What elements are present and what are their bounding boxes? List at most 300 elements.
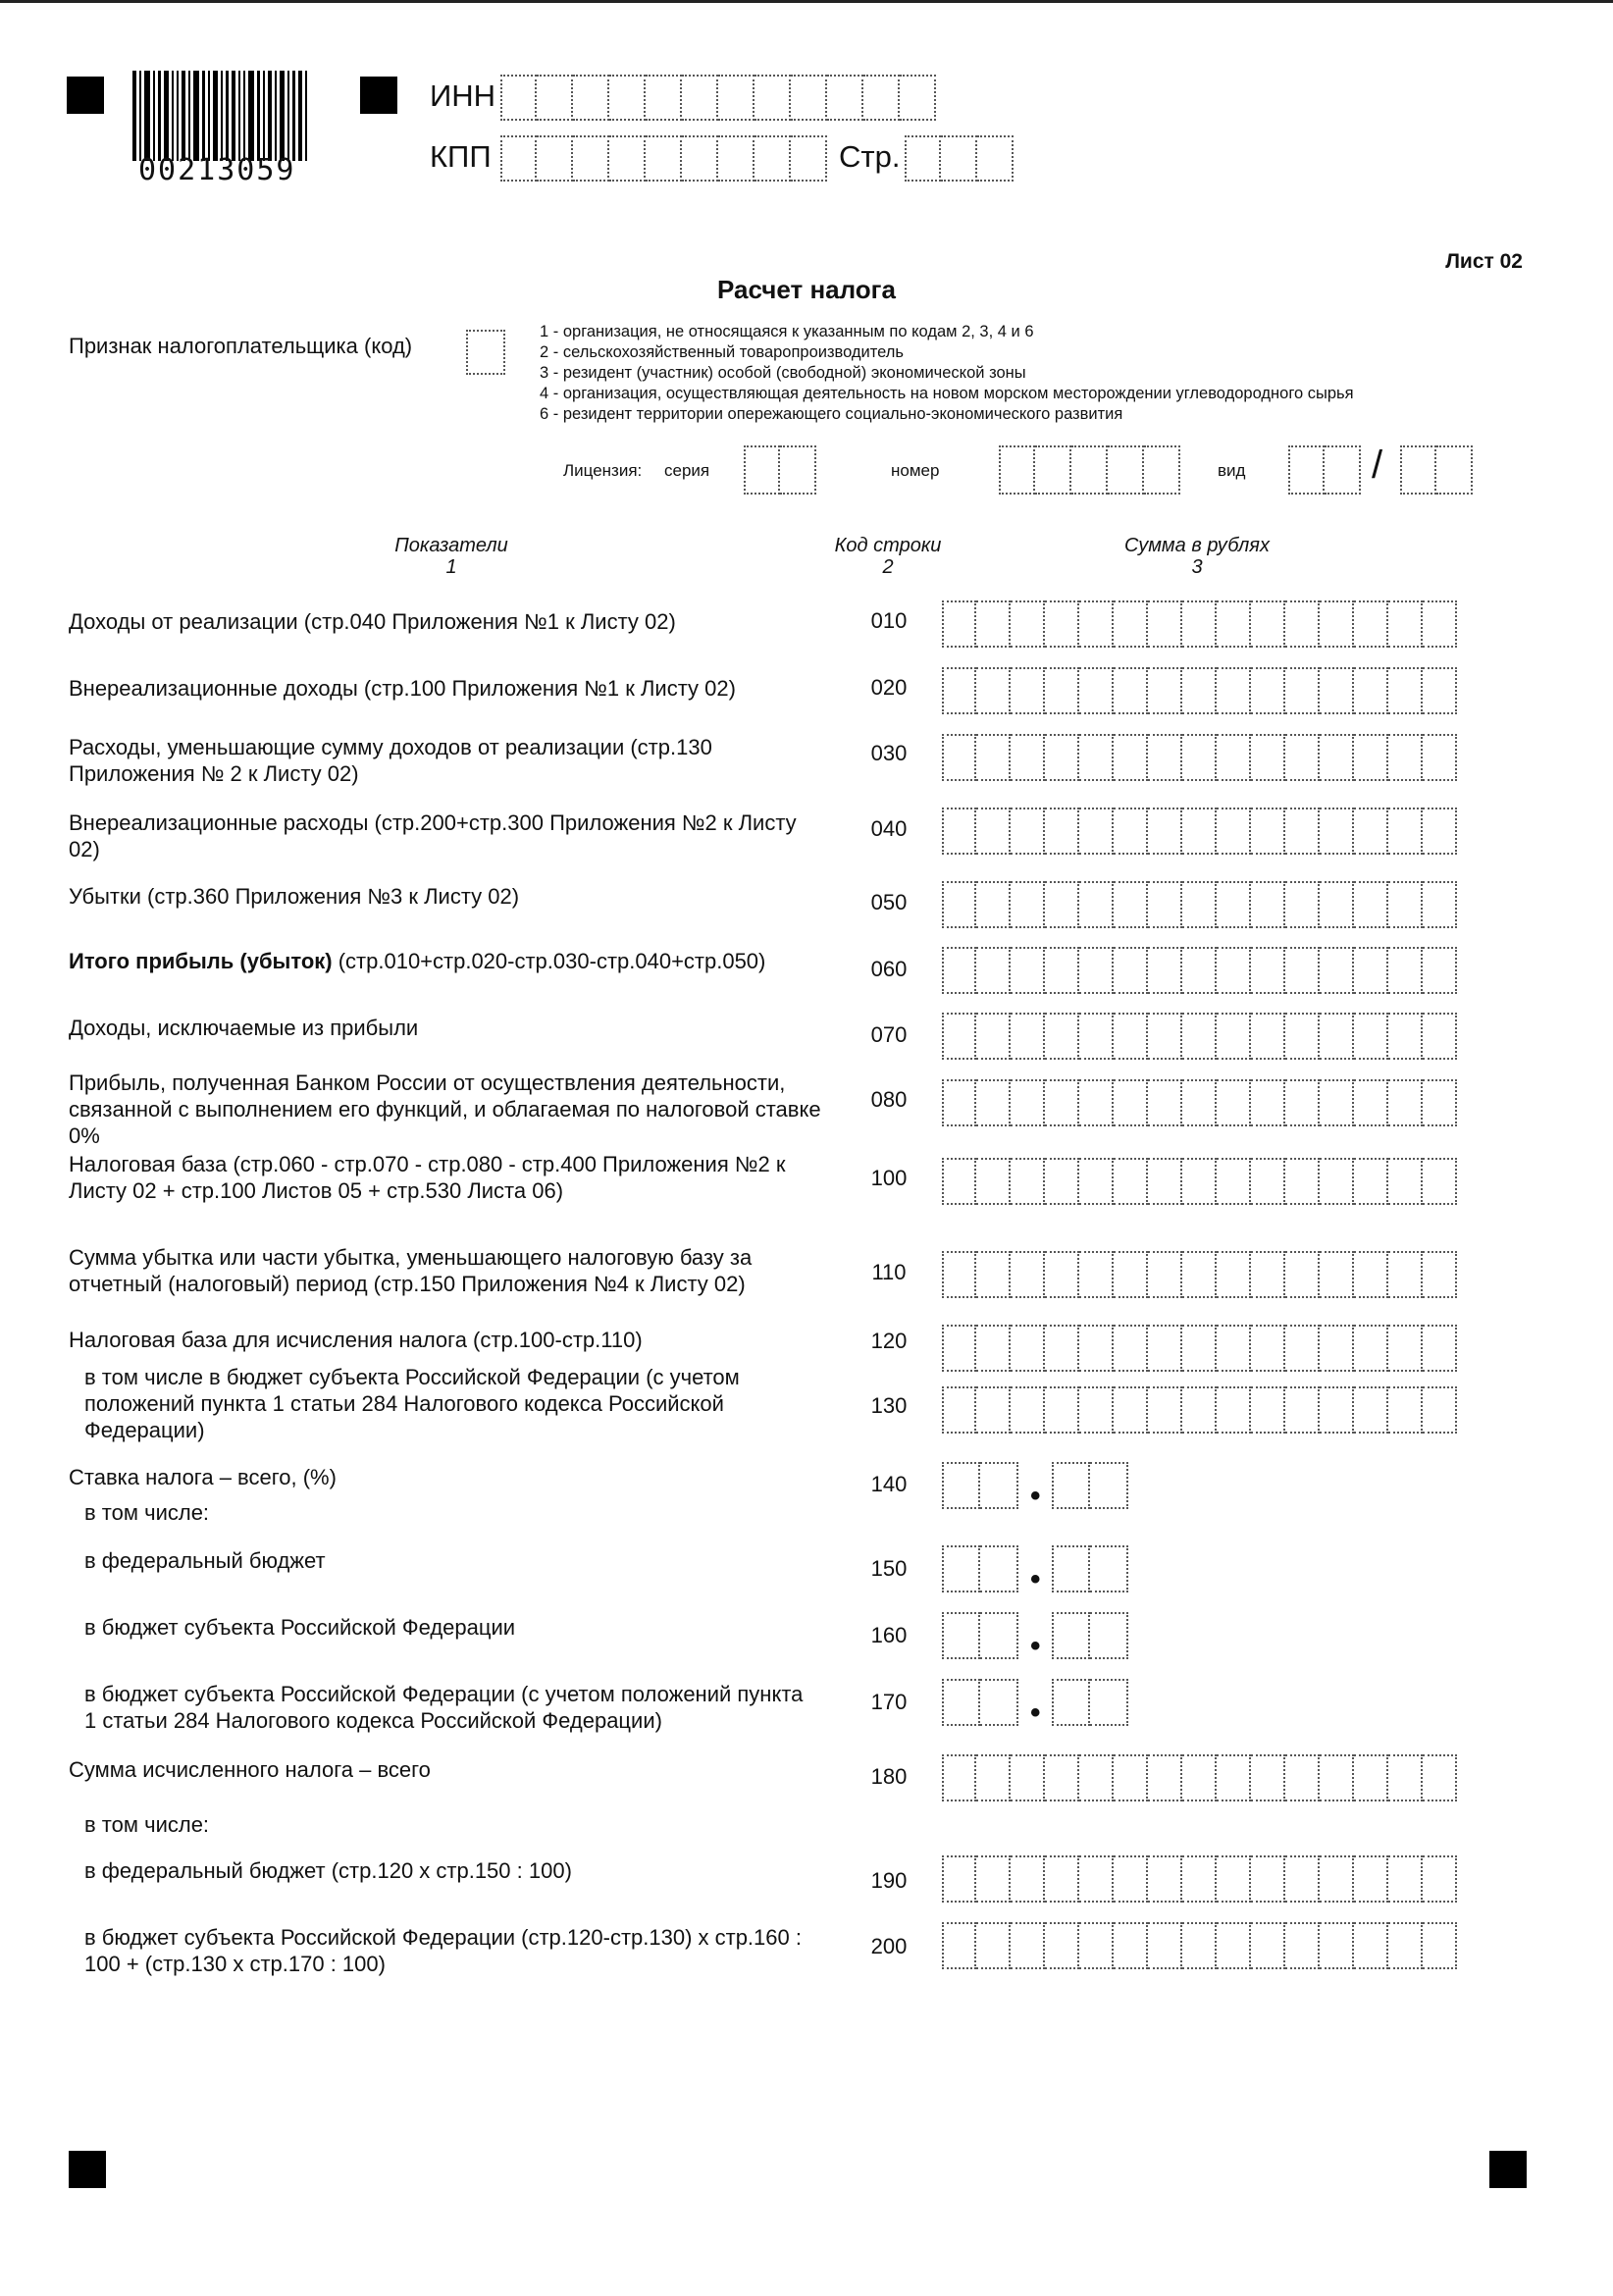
input-cell[interactable]: [980, 1612, 1018, 1659]
input-cell[interactable]: [1320, 1079, 1354, 1126]
input-cell[interactable]: [1423, 1158, 1457, 1205]
input-cell[interactable]: [1011, 1013, 1045, 1060]
input-cell[interactable]: [1217, 1855, 1251, 1903]
input-cell[interactable]: [1114, 808, 1148, 855]
input-cell[interactable]: [1045, 1325, 1079, 1372]
input-cell[interactable]: [1182, 1754, 1217, 1801]
input-cell[interactable]: [1354, 1013, 1388, 1060]
input-cell[interactable]: [1114, 1158, 1148, 1205]
input-cell[interactable]: [1045, 667, 1079, 714]
input-cell[interactable]: [1320, 947, 1354, 994]
input-cell[interactable]: [1148, 667, 1182, 714]
input-cell[interactable]: [942, 1612, 980, 1659]
input-cell[interactable]: [1114, 734, 1148, 781]
input-cell[interactable]: [1354, 1754, 1388, 1801]
sum-field-080[interactable]: [942, 1079, 1457, 1126]
barcode-number: 00213059: [138, 153, 296, 187]
input-cell[interactable]: [1217, 1325, 1251, 1372]
input-cell[interactable]: [1079, 1079, 1114, 1126]
input-cell[interactable]: [976, 1013, 1011, 1060]
input-cell[interactable]: [1114, 600, 1148, 648]
barcode-bar: [158, 71, 161, 161]
input-cell[interactable]: [1011, 947, 1045, 994]
license-type-field-2[interactable]: [1400, 445, 1473, 495]
input-cell[interactable]: [1388, 1325, 1423, 1372]
input-cell[interactable]: [1285, 1754, 1320, 1801]
inn-field[interactable]: [500, 75, 936, 121]
input-cell[interactable]: [1182, 1158, 1217, 1205]
input-cell[interactable]: [976, 808, 1011, 855]
sum-field-130[interactable]: [942, 1386, 1457, 1434]
input-cell[interactable]: [1251, 667, 1285, 714]
input-cell[interactable]: [1114, 1251, 1148, 1298]
input-cell[interactable]: [1045, 1079, 1079, 1126]
input-cell[interactable]: [1079, 1251, 1114, 1298]
input-cell[interactable]: [1052, 1612, 1090, 1659]
input-cell[interactable]: [1114, 1855, 1148, 1903]
input-cell[interactable]: [976, 1251, 1011, 1298]
input-cell[interactable]: [1217, 1013, 1251, 1060]
kpp-field[interactable]: [500, 135, 827, 182]
input-cell[interactable]: [1045, 1754, 1079, 1801]
input-cell[interactable]: [1045, 600, 1079, 648]
barcode-bar: [153, 71, 155, 161]
input-cell[interactable]: [980, 1545, 1018, 1592]
input-cell[interactable]: [1388, 1754, 1423, 1801]
input-cell[interactable]: [942, 1754, 976, 1801]
input-cell[interactable]: [980, 1462, 1018, 1509]
input-cell[interactable]: [942, 947, 976, 994]
input-cell[interactable]: [1388, 1386, 1423, 1434]
input-cell[interactable]: [1217, 1754, 1251, 1801]
input-cell[interactable]: [1090, 1612, 1128, 1659]
input-cell[interactable]: [1182, 808, 1217, 855]
row-code: 030: [870, 741, 908, 765]
input-cell[interactable]: [1423, 1251, 1457, 1298]
sum-field-200[interactable]: [942, 1922, 1457, 1969]
input-cell[interactable]: [1320, 667, 1354, 714]
input-cell[interactable]: [976, 734, 1011, 781]
input-cell[interactable]: [1182, 881, 1217, 928]
input-cell[interactable]: [1354, 1158, 1388, 1205]
row-label: в бюджет субъекта Российской Федерации (с учетом положений пункта 1 статьи 284 Налогового кодекса Российской Федерации): [84, 1682, 804, 1733]
row-label: в том числе:: [84, 1812, 210, 1837]
input-cell[interactable]: [1045, 1922, 1079, 1969]
input-cell[interactable]: [1354, 600, 1388, 648]
column-header-sum-number: 3: [1191, 556, 1203, 578]
input-cell[interactable]: [1423, 1325, 1457, 1372]
input-cell[interactable]: [1354, 667, 1388, 714]
input-cell[interactable]: [1423, 600, 1457, 648]
input-cell[interactable]: [1182, 1386, 1217, 1434]
input-cell[interactable]: [1354, 1855, 1388, 1903]
input-cell[interactable]: [1182, 734, 1217, 781]
input-cell[interactable]: [1388, 1922, 1423, 1969]
input-cell[interactable]: [1148, 1158, 1182, 1205]
license-series-label: серия: [664, 461, 710, 480]
input-cell[interactable]: [1182, 1251, 1217, 1298]
input-cell[interactable]: [1320, 1013, 1354, 1060]
input-cell[interactable]: [1182, 667, 1217, 714]
input-cell[interactable]: [1354, 734, 1388, 781]
input-cell[interactable]: [1079, 947, 1114, 994]
input-cell[interactable]: [942, 1013, 976, 1060]
input-cell[interactable]: [1354, 1251, 1388, 1298]
input-cell[interactable]: [1423, 1386, 1457, 1434]
input-cell[interactable]: [1285, 667, 1320, 714]
column-header-indicators-label: Показатели: [394, 535, 508, 556]
input-cell[interactable]: [942, 1386, 976, 1434]
input-cell[interactable]: [1114, 667, 1148, 714]
sum-field-110[interactable]: [942, 1251, 1457, 1298]
input-cell[interactable]: [1423, 1922, 1457, 1969]
input-cell[interactable]: [1011, 1079, 1045, 1126]
input-cell[interactable]: [1011, 1922, 1045, 1969]
input-cell[interactable]: [1182, 947, 1217, 994]
input-cell[interactable]: [1320, 1754, 1354, 1801]
input-cell[interactable]: [976, 667, 1011, 714]
input-cell[interactable]: [1045, 1855, 1079, 1903]
input-cell[interactable]: [1079, 734, 1114, 781]
input-cell[interactable]: [1354, 1325, 1388, 1372]
row-code: 180: [870, 1764, 908, 1789]
input-cell[interactable]: [1251, 734, 1285, 781]
input-cell[interactable]: [1090, 1462, 1128, 1509]
input-cell[interactable]: [1423, 947, 1457, 994]
input-cell[interactable]: [1320, 1325, 1354, 1372]
input-cell[interactable]: [1388, 600, 1423, 648]
input-cell[interactable]: [1217, 881, 1251, 928]
input-cell[interactable]: [942, 1462, 980, 1509]
input-cell[interactable]: [1217, 1386, 1251, 1434]
input-cell[interactable]: [1114, 1013, 1148, 1060]
sum-field-010[interactable]: [942, 600, 1457, 648]
input-cell[interactable]: [942, 1922, 976, 1969]
input-cell[interactable]: [1182, 1079, 1217, 1126]
input-cell[interactable]: [976, 1386, 1011, 1434]
barcode: [132, 71, 334, 187]
input-cell[interactable]: [1285, 1013, 1320, 1060]
rate-integer-field-170[interactable]: [942, 1679, 1018, 1726]
input-cell[interactable]: [1320, 1855, 1354, 1903]
rate-integer-field-160[interactable]: [942, 1612, 1018, 1659]
page-number-field[interactable]: [905, 135, 1014, 182]
input-cell[interactable]: [1320, 881, 1354, 928]
input-cell[interactable]: [1148, 1251, 1182, 1298]
input-cell[interactable]: [1217, 600, 1251, 648]
input-cell[interactable]: [1011, 1325, 1045, 1372]
input-cell[interactable]: [1320, 1922, 1354, 1969]
input-cell[interactable]: [1388, 1013, 1423, 1060]
input-cell[interactable]: [942, 881, 976, 928]
input-cell[interactable]: [1354, 1386, 1388, 1434]
rate-integer-field-150[interactable]: [942, 1545, 1018, 1592]
barcode-bar: [193, 71, 199, 161]
input-cell[interactable]: [942, 1251, 976, 1298]
input-cell[interactable]: [1354, 808, 1388, 855]
input-cell[interactable]: [942, 1158, 976, 1205]
input-cell[interactable]: [1423, 881, 1457, 928]
input-cell[interactable]: [1079, 1922, 1114, 1969]
input-cell[interactable]: [1182, 1922, 1217, 1969]
input-cell[interactable]: [1251, 1325, 1285, 1372]
input-cell[interactable]: [942, 1679, 980, 1726]
input-cell[interactable]: [1354, 1079, 1388, 1126]
input-cell[interactable]: [1114, 881, 1148, 928]
input-cell[interactable]: [976, 1754, 1011, 1801]
row-code: 160: [870, 1623, 908, 1647]
barcode-bar: [226, 71, 229, 161]
input-cell[interactable]: [1251, 1013, 1285, 1060]
sum-field-030[interactable]: [942, 734, 1457, 781]
input-cell[interactable]: [1320, 1386, 1354, 1434]
barcode-bar: [292, 71, 295, 161]
barcode-bar: [232, 71, 235, 161]
license-type-field-1[interactable]: [1288, 445, 1361, 495]
license-series-field[interactable]: [744, 445, 816, 495]
input-cell[interactable]: [1251, 1922, 1285, 1969]
input-cell[interactable]: [1182, 1325, 1217, 1372]
input-cell[interactable]: [1114, 1325, 1148, 1372]
input-cell[interactable]: [1079, 600, 1114, 648]
input-cell[interactable]: [980, 1679, 1018, 1726]
input-cell[interactable]: [942, 1855, 976, 1903]
input-cell[interactable]: [1217, 947, 1251, 994]
input-cell[interactable]: [1079, 881, 1114, 928]
input-cell[interactable]: [1011, 734, 1045, 781]
input-cell[interactable]: [1388, 1158, 1423, 1205]
input-cell[interactable]: [1423, 1855, 1457, 1903]
input-cell[interactable]: [1388, 1079, 1423, 1126]
input-cell[interactable]: [1251, 881, 1285, 928]
input-cell[interactable]: [1011, 1855, 1045, 1903]
input-cell[interactable]: [1388, 1251, 1423, 1298]
input-cell[interactable]: [1217, 667, 1251, 714]
input-cell[interactable]: [942, 1325, 976, 1372]
sum-field-020[interactable]: [942, 667, 1457, 714]
barcode-bar: [298, 71, 302, 161]
input-cell[interactable]: [1045, 1013, 1079, 1060]
input-cell[interactable]: [1079, 808, 1114, 855]
input-cell[interactable]: [1285, 1251, 1320, 1298]
input-cell[interactable]: [1045, 881, 1079, 928]
input-cell[interactable]: [976, 1325, 1011, 1372]
input-cell[interactable]: [1045, 1158, 1079, 1205]
input-cell[interactable]: [1388, 1855, 1423, 1903]
input-cell[interactable]: [1285, 947, 1320, 994]
input-cell[interactable]: [1285, 881, 1320, 928]
input-cell[interactable]: [976, 600, 1011, 648]
input-cell[interactable]: [1217, 734, 1251, 781]
sum-field-060[interactable]: [942, 947, 1457, 994]
input-cell[interactable]: [1251, 600, 1285, 648]
input-cell[interactable]: [1285, 734, 1320, 781]
input-cell[interactable]: [1251, 1251, 1285, 1298]
input-cell[interactable]: [1011, 1251, 1045, 1298]
rate-fraction-field-170[interactable]: [1052, 1679, 1128, 1726]
input-cell[interactable]: [1114, 1754, 1148, 1801]
input-cell[interactable]: [1045, 808, 1079, 855]
sum-field-190[interactable]: [942, 1855, 1457, 1903]
input-cell[interactable]: [1217, 1079, 1251, 1126]
sum-field-180[interactable]: [942, 1754, 1457, 1801]
input-cell[interactable]: [1011, 1158, 1045, 1205]
rate-fraction-field-160[interactable]: [1052, 1612, 1128, 1659]
input-cell[interactable]: [1079, 1325, 1114, 1372]
input-cell[interactable]: [1423, 734, 1457, 781]
input-cell[interactable]: [1011, 1754, 1045, 1801]
input-cell[interactable]: [976, 1158, 1011, 1205]
input-cell[interactable]: [942, 1079, 976, 1126]
input-cell[interactable]: [1285, 1325, 1320, 1372]
row-label: Ставка налога – всего, (%): [69, 1465, 337, 1489]
input-cell[interactable]: [1251, 1855, 1285, 1903]
input-cell[interactable]: [1148, 1754, 1182, 1801]
input-cell[interactable]: [1320, 600, 1354, 648]
license-type-separator: /: [1372, 444, 1383, 487]
input-cell[interactable]: [1285, 1922, 1320, 1969]
taxpayer-code-field[interactable]: [466, 330, 505, 375]
input-cell[interactable]: [1148, 1922, 1182, 1969]
sum-field-070[interactable]: [942, 1013, 1457, 1060]
rate-integer-field-140[interactable]: [942, 1462, 1018, 1509]
input-cell[interactable]: [1114, 947, 1148, 994]
input-cell[interactable]: [1148, 734, 1182, 781]
input-cell[interactable]: [1285, 600, 1320, 648]
input-cell[interactable]: [1079, 1754, 1114, 1801]
input-cell[interactable]: [1251, 1754, 1285, 1801]
input-cell[interactable]: [1045, 1386, 1079, 1434]
row-code: 080: [870, 1087, 908, 1112]
barcode-bar: [275, 71, 277, 161]
input-cell[interactable]: [942, 667, 976, 714]
input-cell[interactable]: [1285, 1386, 1320, 1434]
input-cell[interactable]: [1148, 947, 1182, 994]
sum-field-040[interactable]: [942, 808, 1457, 855]
sum-field-050[interactable]: [942, 881, 1457, 928]
input-cell[interactable]: [1148, 1855, 1182, 1903]
input-cell[interactable]: [1251, 1386, 1285, 1434]
input-cell[interactable]: [1285, 1855, 1320, 1903]
input-cell[interactable]: [1251, 1079, 1285, 1126]
input-cell[interactable]: [1423, 667, 1457, 714]
rate-fraction-field-140[interactable]: [1052, 1462, 1128, 1509]
input-cell[interactable]: [1423, 1754, 1457, 1801]
input-cell[interactable]: [942, 1545, 980, 1592]
input-cell[interactable]: [1354, 1922, 1388, 1969]
input-cell[interactable]: [1011, 667, 1045, 714]
input-cell[interactable]: [1217, 808, 1251, 855]
input-cell[interactable]: [1090, 1679, 1128, 1726]
input-cell[interactable]: [1052, 1679, 1090, 1726]
input-cell[interactable]: [1320, 1158, 1354, 1205]
input-cell[interactable]: [942, 734, 976, 781]
input-cell[interactable]: [1251, 1158, 1285, 1205]
input-cell[interactable]: [1388, 667, 1423, 714]
input-cell[interactable]: [1217, 1922, 1251, 1969]
input-cell[interactable]: [1114, 1922, 1148, 1969]
input-cell[interactable]: [1182, 1855, 1217, 1903]
input-cell[interactable]: [1388, 734, 1423, 781]
input-cell[interactable]: [1079, 1386, 1114, 1434]
input-cell[interactable]: [1148, 1325, 1182, 1372]
license-number-field[interactable]: [999, 445, 1180, 495]
input-cell[interactable]: [1320, 734, 1354, 781]
input-cell[interactable]: [1388, 881, 1423, 928]
input-cell[interactable]: [1423, 1013, 1457, 1060]
input-cell[interactable]: [1148, 808, 1182, 855]
input-cell[interactable]: [942, 808, 976, 855]
input-cell[interactable]: [1148, 1386, 1182, 1434]
input-cell[interactable]: [1285, 1079, 1320, 1126]
input-cell[interactable]: [1148, 1013, 1182, 1060]
barcode-bars: [132, 71, 334, 161]
input-cell[interactable]: [1217, 1158, 1251, 1205]
input-cell[interactable]: [1285, 808, 1320, 855]
sum-field-100[interactable]: [942, 1158, 1457, 1205]
input-cell[interactable]: [1148, 881, 1182, 928]
input-cell[interactable]: [1217, 1251, 1251, 1298]
input-cell[interactable]: [1052, 1462, 1090, 1509]
input-cell[interactable]: [1114, 1079, 1148, 1126]
input-cell[interactable]: [1045, 734, 1079, 781]
input-cell[interactable]: [976, 947, 1011, 994]
input-cell[interactable]: [1182, 600, 1217, 648]
input-cell[interactable]: [1052, 1545, 1090, 1592]
input-cell[interactable]: [1011, 1386, 1045, 1434]
input-cell[interactable]: [1182, 1013, 1217, 1060]
input-cell[interactable]: [1388, 947, 1423, 994]
input-cell[interactable]: [976, 1922, 1011, 1969]
taxpayer-code-2: 2 - сельскохозяйственный товаропроизводитель: [540, 343, 905, 361]
input-cell[interactable]: [1354, 947, 1388, 994]
input-cell[interactable]: [1251, 808, 1285, 855]
input-cell[interactable]: [1251, 947, 1285, 994]
input-cell[interactable]: [1388, 808, 1423, 855]
input-cell[interactable]: [976, 1855, 1011, 1903]
input-cell[interactable]: [1090, 1545, 1128, 1592]
input-cell[interactable]: [1079, 1013, 1114, 1060]
input-cell[interactable]: [1079, 1158, 1114, 1205]
input-cell[interactable]: [976, 881, 1011, 928]
input-cell[interactable]: [1011, 600, 1045, 648]
barcode-bar: [280, 71, 285, 161]
input-cell[interactable]: [1045, 947, 1079, 994]
sum-field-120[interactable]: [942, 1325, 1457, 1372]
input-cell[interactable]: [1045, 1251, 1079, 1298]
input-cell[interactable]: [1423, 808, 1457, 855]
input-cell[interactable]: [1011, 881, 1045, 928]
input-cell[interactable]: [1114, 1386, 1148, 1434]
input-cell[interactable]: [1148, 600, 1182, 648]
input-cell[interactable]: [1285, 1158, 1320, 1205]
input-cell[interactable]: [1079, 1855, 1114, 1903]
input-cell[interactable]: [1423, 1079, 1457, 1126]
row-label: Внереализационные доходы (стр.100 Приложения №1 к Листу 02): [69, 676, 736, 701]
rate-fraction-field-150[interactable]: [1052, 1545, 1128, 1592]
page-title: Расчет налога: [717, 275, 896, 304]
input-cell[interactable]: [1320, 808, 1354, 855]
barcode-bar: [268, 71, 272, 161]
input-cell[interactable]: [1320, 1251, 1354, 1298]
input-cell[interactable]: [1354, 881, 1388, 928]
license-label: Лицензия:: [563, 461, 643, 480]
input-cell[interactable]: [1079, 667, 1114, 714]
input-cell[interactable]: [942, 600, 976, 648]
input-cell[interactable]: [976, 1079, 1011, 1126]
input-cell[interactable]: [1148, 1079, 1182, 1126]
input-cell[interactable]: [1011, 808, 1045, 855]
